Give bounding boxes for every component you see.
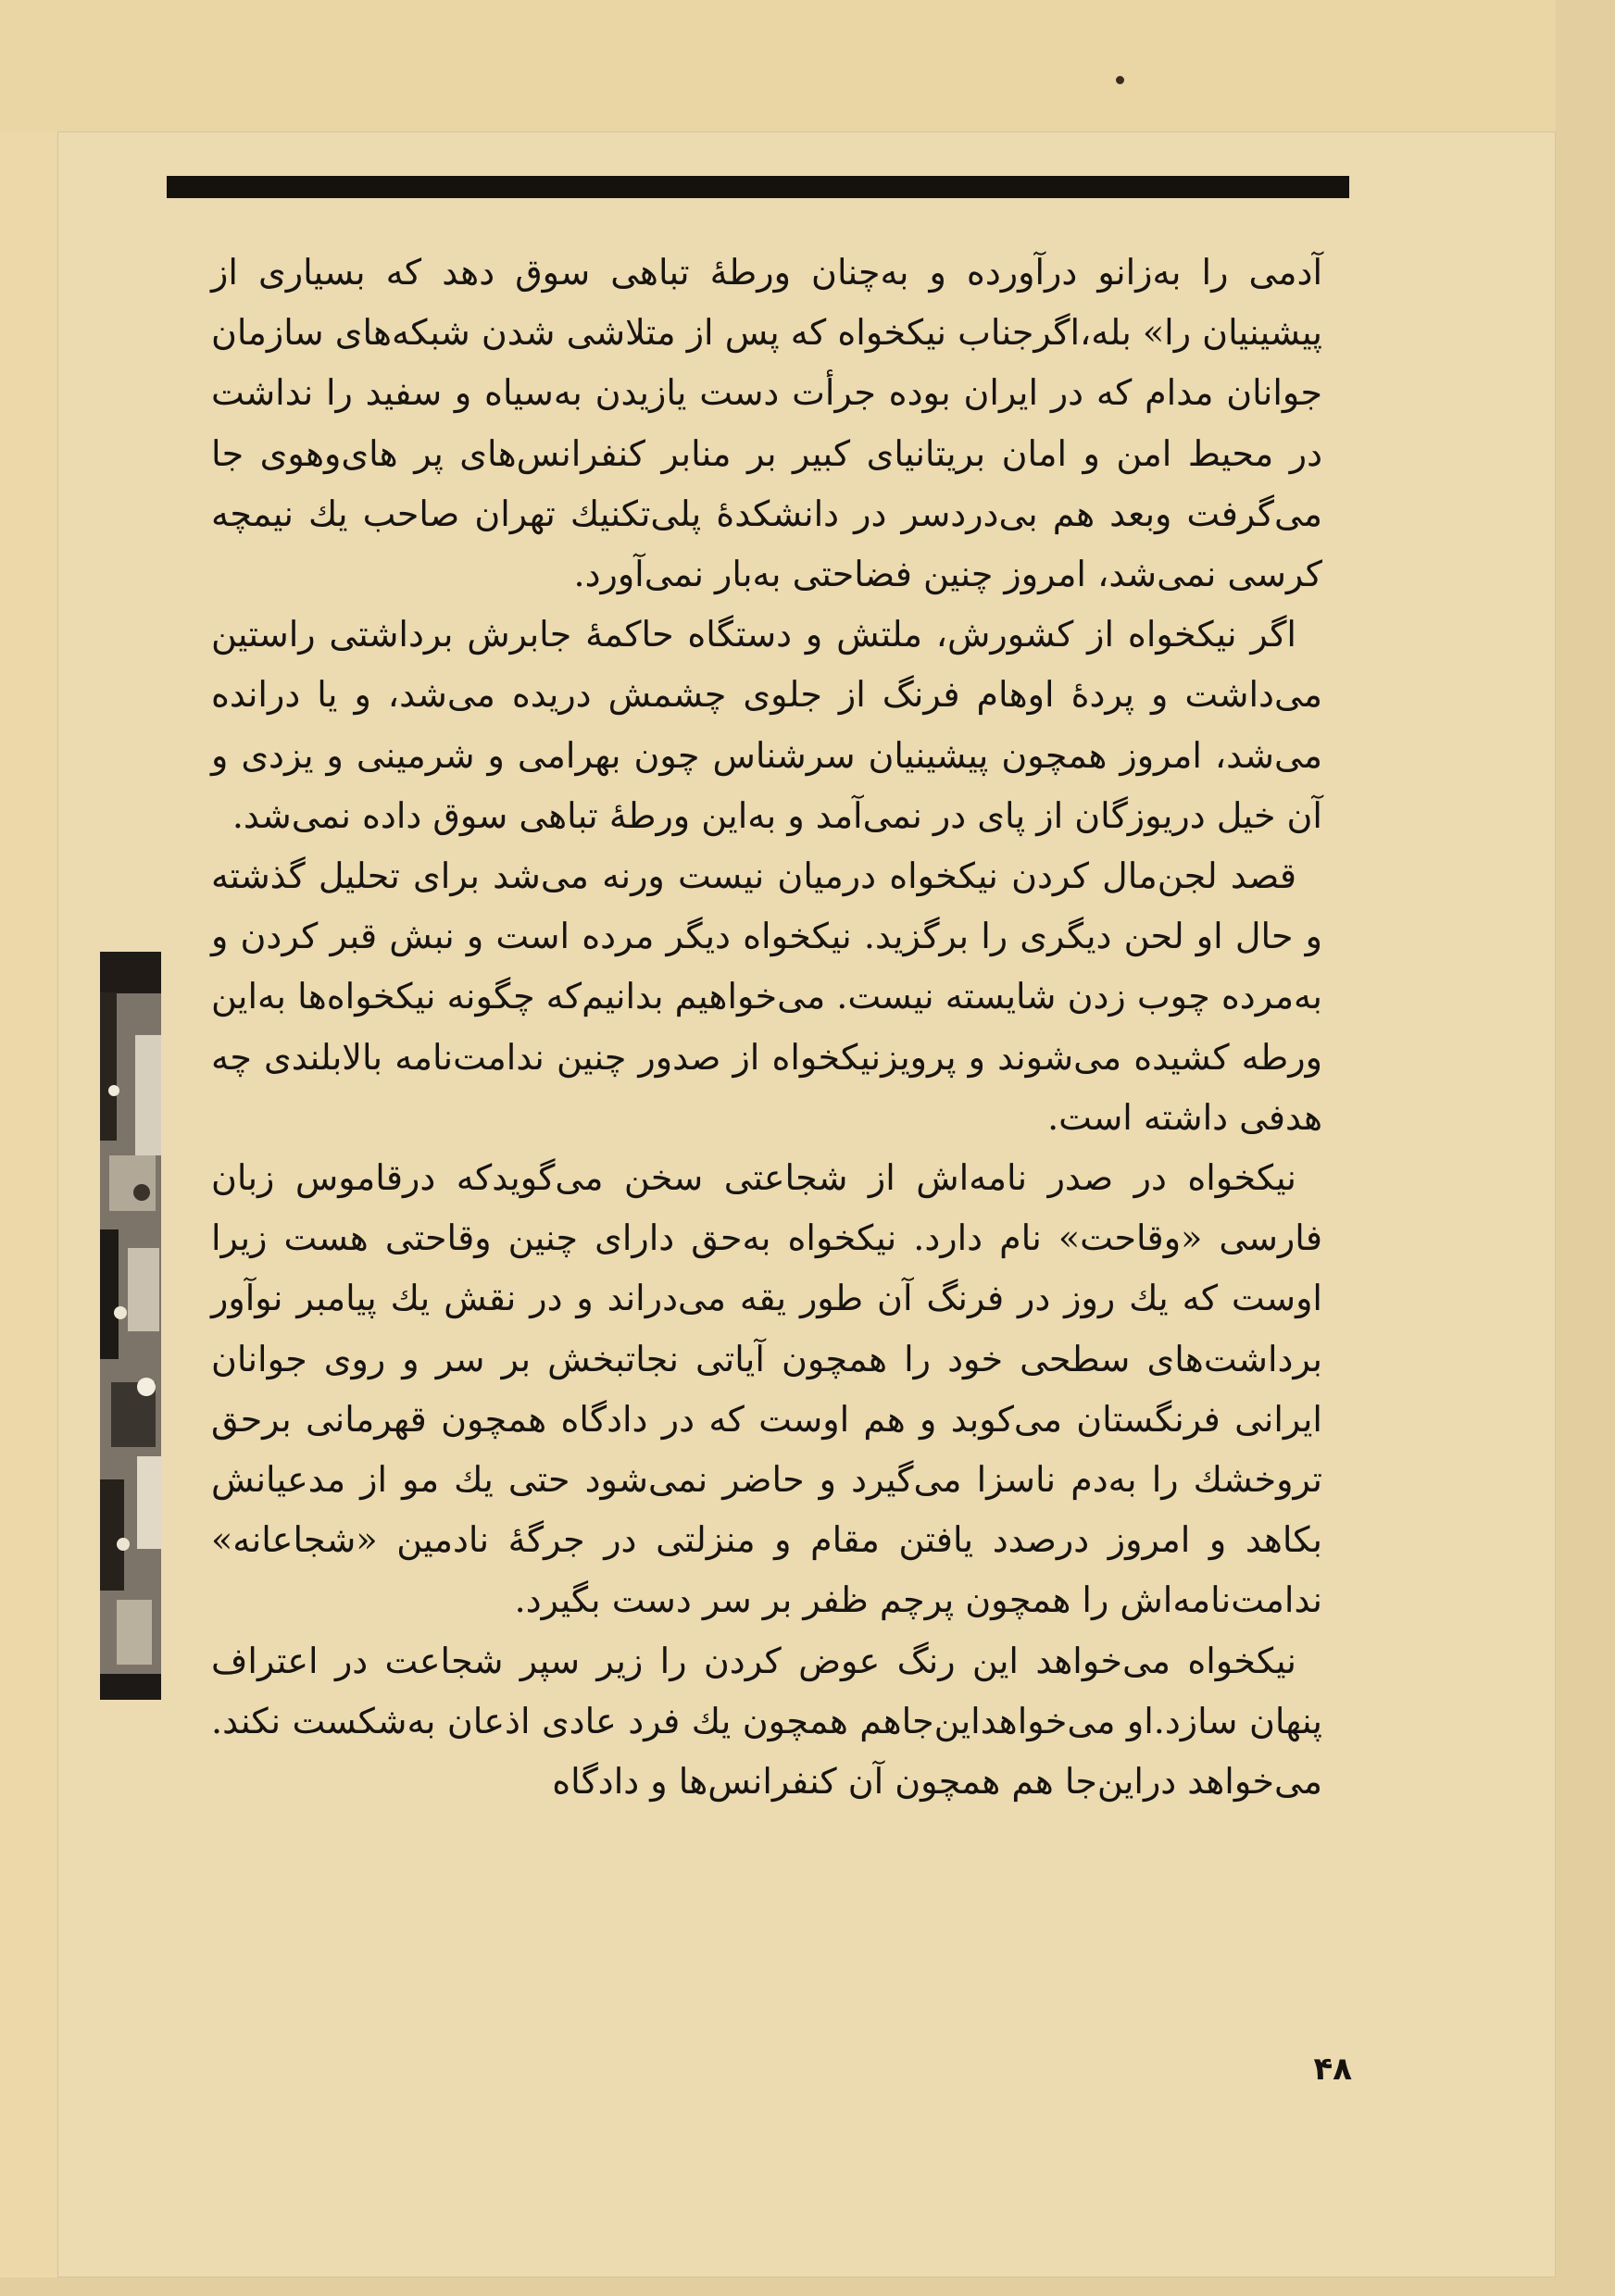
paragraph: نیکخواه در صدر نامه‌اش از شجاعتی سخن می‌گویدکه درقاموس زبان فارسی «وقاحت» نام دارد. نیکخواه به‌حق دارای چنین وقاحتی هست زیرا اوست که یك روز در فرنگ آن طور یقه می‌دراند و در نقش یك پیامبر نوآور برداشت‌های سطحی خود را همچون آیاتی نجاتبخش بر سر و روی جوانان ایرانی فرنگستان می‌کوبد و هم اوست که در دادگاه همچون قهرمانی برحق تروخشك را به‌دم ناسزا می‌گیرد و حاضر نمی‌شود حتی یك مو از مدعیانش بکاهد و امروز درصدد یافتن مقام و منزلتی در جرگهٔ نادمین «شجاعانه» ندامت‌نامه‌اش را همچون پرچم ظفر بر سر دست بگیرد.: [211, 1157, 1322, 1621]
page-number: ۴۸: [1313, 2051, 1352, 2088]
scan-bottom-edge: [0, 2277, 1615, 2296]
header-rule: [167, 176, 1349, 198]
halftone-photo-strip: [100, 952, 161, 1700]
paragraph: نیکخواه می‌خواهد این رنگ عوض کردن را زیر سپر شجاعت در اعتراف پنهان سازد.او می‌خواهداین‌جاهم همچون یك فرد عادی اذعان به‌شکست نکند. می‌خواهد دراین‌جا هم همچون آن کنفرانس‌ها و دادگاه: [211, 1640, 1322, 1803]
paragraph: قصد لجن‌مال کردن نیکخواه درمیان نیست ورنه می‌شد برای تحلیل گذشته و حال او لحن دیگری را برگزید. نیکخواه دیگر مرده است و نبش قبر کردن و به‌مرده چوب زدن شایسته نیست. می‌خواهیم بدانیم‌که چگونه نیکخواه‌ها به‌این ورطه کشیده می‌شوند و پرویزنیکخواه از صدور چنین ندامت‌نامه بالابلندی چه هدفی داشته است.: [211, 855, 1322, 1138]
scan-right-edge: [1556, 0, 1615, 2296]
ink-dot: [1116, 76, 1124, 84]
scan-top-margin: [0, 0, 1615, 131]
paragraph: اگر نیکخواه از کشورش، ملتش و دستگاه حاکمهٔ جابرش برداشتی راستین می‌داشت و پردهٔ اوهام فرنگ از جلوی چشمش دریده می‌شد، و یا درانده می‌شد، امروز همچون پیشینیان سرشناس چون بهرامی و شرمینی و یزدی و آن خیل دریوزگان از پای در نمی‌آمد و به‌این ورطهٔ تباهی سوق داده نمی‌شد.: [211, 614, 1322, 836]
article-body: [211, 243, 1322, 2031]
photo-texture-icon: [100, 952, 161, 1700]
paragraph: آدمی را به‌زانو درآورده و به‌چنان ورطهٔ تباهی سوق دهد که بسیاری از پیشینیان را» بله،اگرجناب نیکخواه که پس از متلاشی شدن شبکه‌های سازمان جوانان مدام که در ایران بوده جرأت دست یازیدن به‌سیاه و سفید را نداشت در محیط امن و امان بریتانیای کبیر بر منابر کنفرانس‌های پر های‌وهوی جا می‌گرفت وبعد هم بی‌دردسر در دانشکدهٔ پلی‌تکنیك تهران صاحب یك نیمچه کرسی نمی‌شد، امروز چنین فضاحتی به‌بار نمی‌آورد.: [211, 252, 1323, 595]
